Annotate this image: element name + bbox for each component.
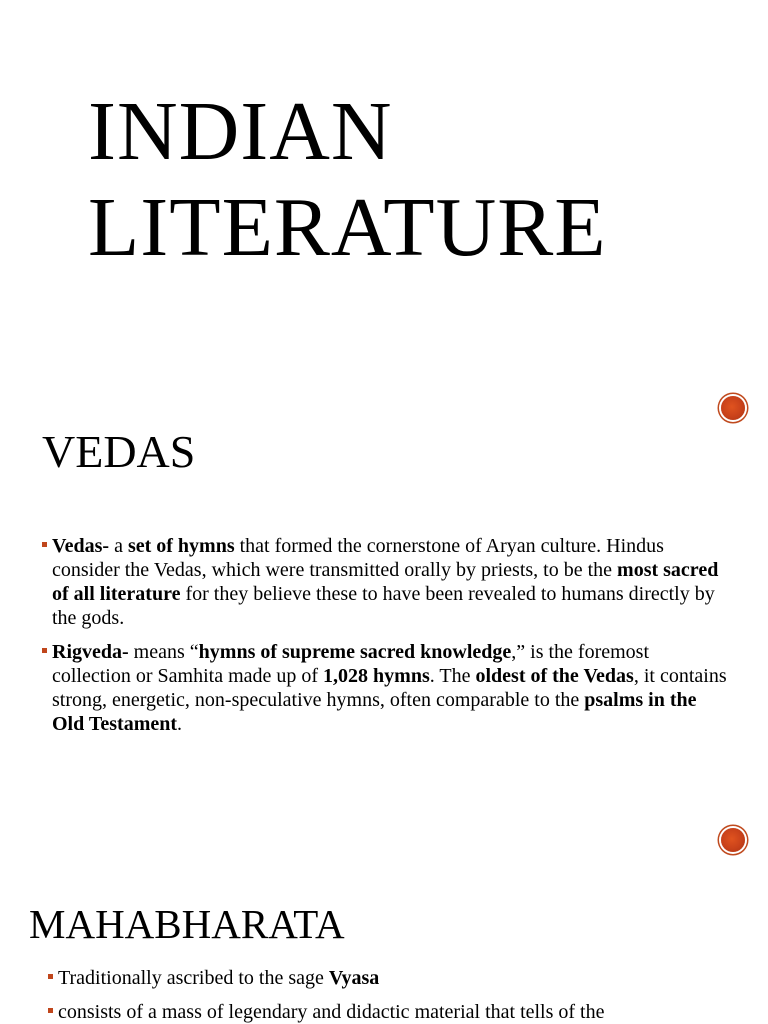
square-bullet-icon <box>42 542 47 547</box>
main-title <box>88 84 607 276</box>
text-run: . The <box>429 665 476 687</box>
mahabharata-bullet-list <box>46 966 736 1024</box>
bullet-item-vyasa <box>46 966 736 990</box>
bullet-text <box>52 535 718 629</box>
text-run: consists of a mass of legendary and didactic material that tells of the <box>58 1001 605 1023</box>
bullet-item-vedas <box>40 534 730 630</box>
bold-run: Vedas- <box>52 535 110 557</box>
bold-run: Rigveda- <box>52 641 129 663</box>
bullet-item-rigveda <box>40 640 730 736</box>
main-title-line2: LITERATURE <box>88 181 607 274</box>
bold-run: Vyasa <box>328 967 380 989</box>
mahabharata-title: MAHABHARATA <box>29 901 345 947</box>
square-bullet-icon <box>48 974 53 979</box>
orange-circle-icon <box>721 396 745 420</box>
bold-run: 1,028 hymns <box>323 665 430 687</box>
bold-run: hymns of supreme sacred knowledge <box>198 641 512 663</box>
bullet-text <box>58 1001 605 1023</box>
text-run: , it contains strong, energetic, non-speculative hymns, often comparable to the <box>52 665 727 711</box>
text-run: that formed the cornerstone of Aryan culture. Hindus consider the Vedas, which were transmitted orally by priests, to be the <box>52 535 664 581</box>
bullet-text <box>58 967 379 989</box>
slide-vedas <box>0 376 768 776</box>
main-title-line1: INDIAN <box>88 85 393 178</box>
orange-circle-icon <box>721 828 745 852</box>
slide-title <box>0 0 768 376</box>
bullet-item-material <box>46 1000 736 1024</box>
square-bullet-icon <box>48 1008 53 1013</box>
bullet-text <box>52 641 727 735</box>
text-run: ,” is the foremost collection or Samhita made up of <box>52 641 650 687</box>
text-run: means “ <box>128 641 199 663</box>
text-run: Traditionally ascribed to the sage <box>58 967 329 989</box>
square-bullet-icon <box>42 648 47 653</box>
text-run: a <box>109 535 128 557</box>
vedas-title: VEDAS <box>42 426 196 477</box>
vedas-bullet-list <box>40 534 730 736</box>
slide-mahabharata <box>0 776 768 1024</box>
text-run: for they believe these to have been revealed to humans directly by the gods. <box>52 583 715 629</box>
text-run: . <box>177 713 183 735</box>
bold-run: set of hymns <box>127 535 235 557</box>
bold-run: psalms in the Old Testament <box>52 689 697 735</box>
bold-run: most sacred of all literature <box>52 559 719 605</box>
bold-run: oldest of the Vedas <box>475 665 634 687</box>
